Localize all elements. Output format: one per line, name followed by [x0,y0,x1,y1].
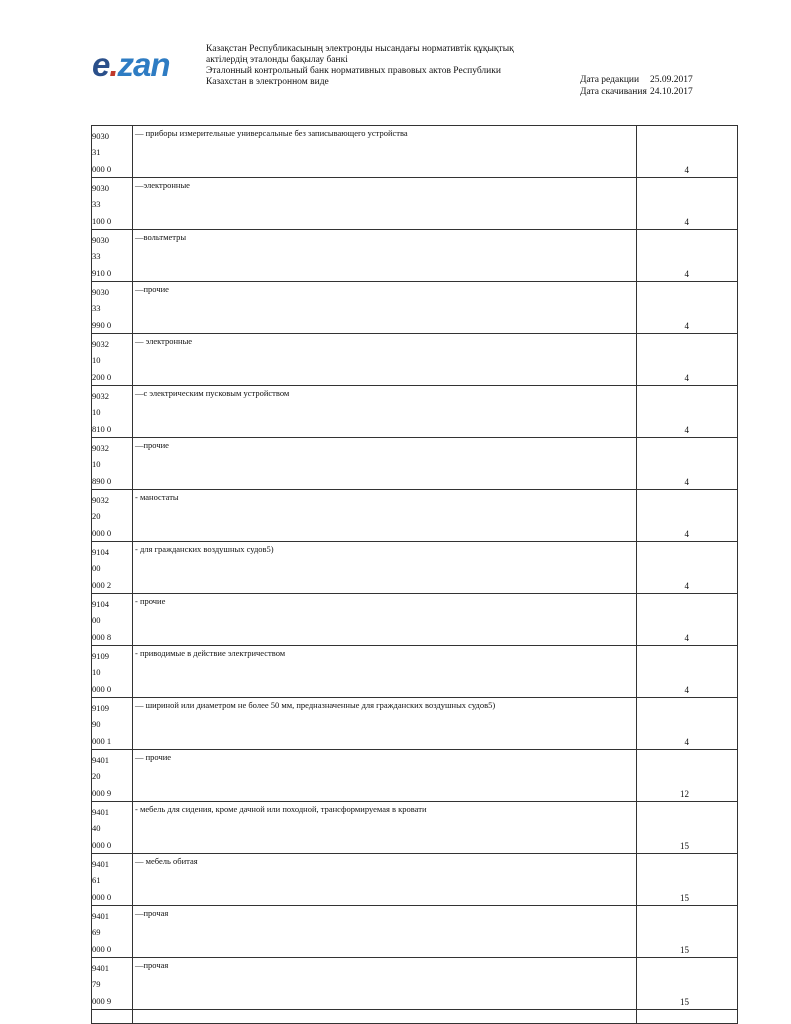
hs-code-cell [92,958,133,1010]
hs-code-part: 000 0 [92,163,112,174]
header-title [206,44,566,88]
hs-code-part: 00 [92,615,101,626]
rate-cell [637,958,738,1010]
rate-value: 15 [680,945,689,955]
table-row [92,438,738,490]
header-line: актілердің эталонды бақылау банкі [206,55,348,65]
hs-code-cell [92,386,133,438]
rate-cell [637,230,738,282]
description-cell: —прочая [133,906,637,958]
rate-cell [637,542,738,594]
hs-code-part: 200 0 [92,371,112,382]
hs-code-part: 100 0 [92,215,112,226]
empty-cell [92,1010,133,1024]
hs-code-part: 000 0 [92,527,112,538]
hs-code-part: 33 [92,303,101,314]
hs-code-part: 79 [92,979,101,990]
table-row [92,906,738,958]
hs-code-part: 9032 [92,443,109,453]
hs-code-cell [92,750,133,802]
rate-value: 4 [684,737,689,747]
table-row [92,958,738,1010]
description-cell: - для гражданских воздушных судов5) [133,542,637,594]
document-dates [580,74,693,98]
rate-value: 4 [684,373,689,383]
rate-value: 12 [680,789,689,799]
tariff-table [91,125,738,1024]
hs-code-part: 9030 [92,183,109,193]
hs-code-part: 000 9 [92,995,112,1006]
table-row [92,230,738,282]
hs-code-cell [92,906,133,958]
description-cell: - приводимые в действие электричеством [133,646,637,698]
description-cell: —прочая [133,958,637,1010]
hs-code-part: 000 8 [92,631,112,642]
hs-code-part: 10 [92,355,101,366]
hs-code-part: 000 0 [92,891,112,902]
hs-code-part: 9030 [92,287,109,297]
hs-code-cell [92,490,133,542]
rate-cell [637,802,738,854]
description-cell: - прочие [133,594,637,646]
description-cell: — шириной или диаметром не более 50 мм, предназначенные для гражданских воздушных судов5) [133,698,637,750]
hs-code-part: 000 0 [92,943,112,954]
hs-code-part: 9032 [92,339,109,349]
table-row [92,854,738,906]
hs-code-cell [92,646,133,698]
rate-cell [637,126,738,178]
hs-code-part: 31 [92,147,101,158]
rate-value: 15 [680,841,689,851]
hs-code-cell [92,698,133,750]
description-cell: —прочие [133,282,637,334]
description-cell: — приборы измерительные универсальные без записывающего устройства [133,126,637,178]
hs-code-part: 810 0 [92,423,112,434]
hs-code-part: 9401 [92,911,109,921]
rate-cell [637,750,738,802]
rate-value: 4 [684,477,689,487]
hs-code-part: 890 0 [92,475,112,486]
download-date-row [580,86,693,98]
description-cell: — электронные [133,334,637,386]
rate-value: 15 [680,997,689,1007]
rate-cell [637,386,738,438]
description-cell: — мебель обитая [133,854,637,906]
rate-value: 4 [684,321,689,331]
hs-code-cell [92,230,133,282]
hs-code-cell [92,594,133,646]
table-row [92,646,738,698]
description-cell: —электронные [133,178,637,230]
rate-value: 4 [684,529,689,539]
download-date-label: Дата скачивания [580,87,647,97]
hs-code-part: 9032 [92,391,109,401]
hs-code-part: 9401 [92,807,109,817]
rate-cell [637,438,738,490]
hs-code-cell [92,178,133,230]
hs-code-cell [92,802,133,854]
hs-code-part: 33 [92,251,101,262]
table-row [92,126,738,178]
hs-code-part: 9030 [92,131,109,141]
table-row [92,178,738,230]
hs-code-cell [92,334,133,386]
rate-value: 15 [680,893,689,903]
hs-code-cell [92,542,133,594]
logo-dot: . [109,46,118,83]
table-row [92,542,738,594]
description-cell: —с электрическим пусковым устройством [133,386,637,438]
table-row [92,698,738,750]
hs-code-part: 20 [92,771,101,782]
description-cell: - мебель для сидения, кроме дачной или походной, трансформируемая в кровати [133,802,637,854]
hs-code-cell [92,126,133,178]
edit-date-label: Дата редакции [580,75,640,85]
download-date-value: 24.10.2017 [650,87,693,97]
hs-code-part: 9032 [92,495,109,505]
empty-cell [133,1010,637,1024]
rate-value: 4 [684,217,689,227]
hs-code-cell [92,282,133,334]
document-header [0,0,791,120]
hs-code-part: 10 [92,459,101,470]
rate-cell [637,646,738,698]
hs-code-cell [92,438,133,490]
rate-cell [637,854,738,906]
rate-cell [637,906,738,958]
ezan-logo [92,46,170,84]
hs-code-part: 9401 [92,755,109,765]
table-row [92,802,738,854]
logo-e: e [92,46,110,83]
description-cell: —прочие [133,438,637,490]
hs-code-part: 10 [92,407,101,418]
header-line: Эталонный контрольный банк нормативных правовых актов Республики [206,66,501,76]
hs-code-cell [92,854,133,906]
rate-value: 4 [684,165,689,175]
empty-cell [637,1010,738,1024]
rate-value: 4 [684,633,689,643]
hs-code-part: 000 2 [92,579,112,590]
header-line: Казақстан Республикасының электронды нысандағы нормативтік құқықтық [206,44,514,54]
edit-date-row [580,74,693,86]
rate-cell [637,698,738,750]
table-row [92,386,738,438]
rate-cell [637,594,738,646]
hs-code-part: 9109 [92,651,109,661]
hs-code-part: 10 [92,667,101,678]
logo-zan: zan [117,46,170,83]
hs-code-part: 40 [92,823,101,834]
rate-value: 4 [684,581,689,591]
hs-code-part: 90 [92,719,101,730]
hs-code-part: 20 [92,511,101,522]
description-cell: —вольтметры [133,230,637,282]
hs-code-part: 9030 [92,235,109,245]
hs-code-part: 000 1 [92,735,112,746]
table-row [92,334,738,386]
rate-cell [637,282,738,334]
hs-code-part: 33 [92,199,101,210]
header-line: Казахстан в электронном виде [206,77,329,87]
hs-code-part: 69 [92,927,101,938]
hs-code-part: 000 9 [92,787,112,798]
hs-code-part: 9104 [92,547,109,557]
hs-code-part: 000 0 [92,683,112,694]
table-row [92,282,738,334]
rate-cell [637,490,738,542]
table-row-empty [92,1010,738,1024]
rate-value: 4 [684,269,689,279]
table-row [92,750,738,802]
edit-date-value: 25.09.2017 [650,75,693,85]
table-row [92,594,738,646]
hs-code-part: 990 0 [92,319,112,330]
hs-code-part: 9104 [92,599,109,609]
rate-value: 4 [684,685,689,695]
rate-value: 4 [684,425,689,435]
rate-cell [637,178,738,230]
table-row [92,490,738,542]
hs-code-part: 9401 [92,963,109,973]
hs-code-part: 9401 [92,859,109,869]
description-cell: — прочие [133,750,637,802]
hs-code-part: 9109 [92,703,109,713]
description-cell: - маностаты [133,490,637,542]
hs-code-part: 000 0 [92,839,112,850]
rate-cell [637,334,738,386]
hs-code-part: 61 [92,875,101,886]
hs-code-part: 00 [92,563,101,574]
hs-code-part: 910 0 [92,267,112,278]
tariff-table-body [92,126,738,1024]
